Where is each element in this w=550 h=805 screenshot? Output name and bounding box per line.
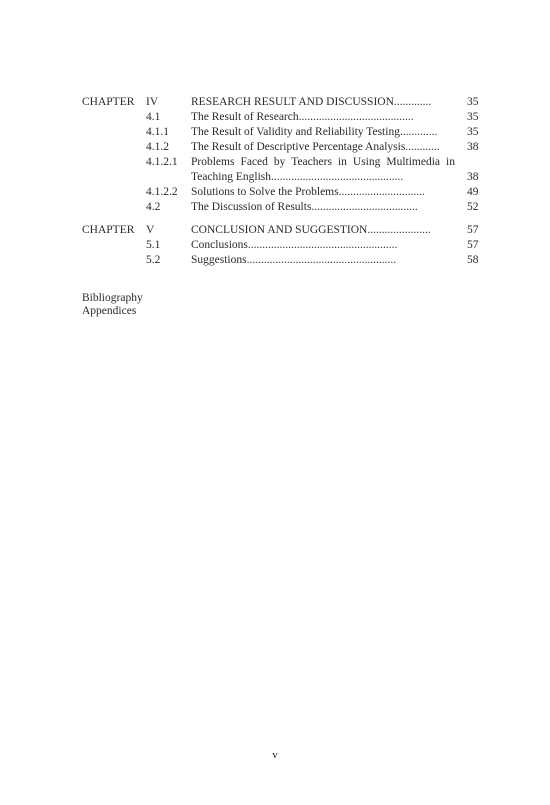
toc-entry-number: 4.1 (146, 111, 161, 123)
toc-chapter-heading-v (0, 223, 550, 237)
toc-entry-title: The Discussion of Results..................................... (191, 201, 418, 213)
toc-entry-page: 52 (467, 201, 479, 213)
toc-entry-number: 5.1 (146, 239, 161, 251)
toc-entry (0, 110, 550, 124)
toc-entry-page: 49 (467, 186, 479, 198)
toc-entry-number: 4.1.2.2 (146, 186, 178, 198)
toc-entry (0, 125, 550, 139)
toc-entry-number: 4.1.1 (146, 126, 169, 138)
toc-entry-title: The Result of Validity and Reliability Testing............. (191, 126, 438, 138)
toc-entry-number: 4.2 (146, 201, 161, 213)
toc-entry-title: RESEARCH RESULT AND DISCUSSION............. (191, 96, 432, 108)
toc-entry-number: 4.1.2.1 (146, 156, 178, 168)
toc-entry-title: CONCLUSION AND SUGGESTION...................... (191, 224, 431, 236)
toc-entry-title: Conclusions.................................................... (191, 239, 398, 251)
toc-chapter-heading-iv (0, 95, 550, 109)
chapter-number: V (146, 224, 155, 236)
toc-entry (0, 253, 550, 267)
toc-entry-page: 35 (467, 111, 479, 123)
toc-entry-number: 5.2 (146, 254, 161, 266)
toc-entry-page: 38 (467, 171, 479, 183)
page-number: v (272, 749, 278, 761)
toc-entry-page: 35 (467, 126, 479, 138)
back-matter-appendices: Appendices (82, 305, 137, 317)
toc-entry-page: 57 (467, 224, 479, 236)
back-matter-bibliography: Bibliography (82, 292, 143, 304)
chapter-label: CHAPTER (82, 224, 135, 236)
toc-entry-title: The Result of Descriptive Percentage Analysis............ (191, 141, 440, 153)
toc-entry (0, 238, 550, 252)
toc-entry-page: 58 (467, 254, 479, 266)
toc-entry-title: Suggestions.................................................... (191, 254, 397, 266)
toc-entry (0, 140, 550, 154)
chapter-label: CHAPTER (82, 96, 135, 108)
toc-entry-page: 57 (467, 239, 479, 251)
toc-entry-page: 35 (467, 96, 479, 108)
toc-entry (0, 200, 550, 214)
toc-entry-number: 4.1.2 (146, 141, 169, 153)
toc-entry-title: Problems Faced by Teachers in Using Multimedia in Teaching English.............................................. (191, 156, 455, 183)
toc-entry-page: 38 (467, 141, 479, 153)
toc-entry (0, 155, 550, 185)
chapter-number: IV (146, 96, 159, 108)
toc-entry-title: Solutions to Solve the Problems.............................. (191, 186, 425, 198)
toc-entry-title: The Result of Research........................................ (191, 111, 414, 123)
toc-entry (0, 185, 550, 199)
